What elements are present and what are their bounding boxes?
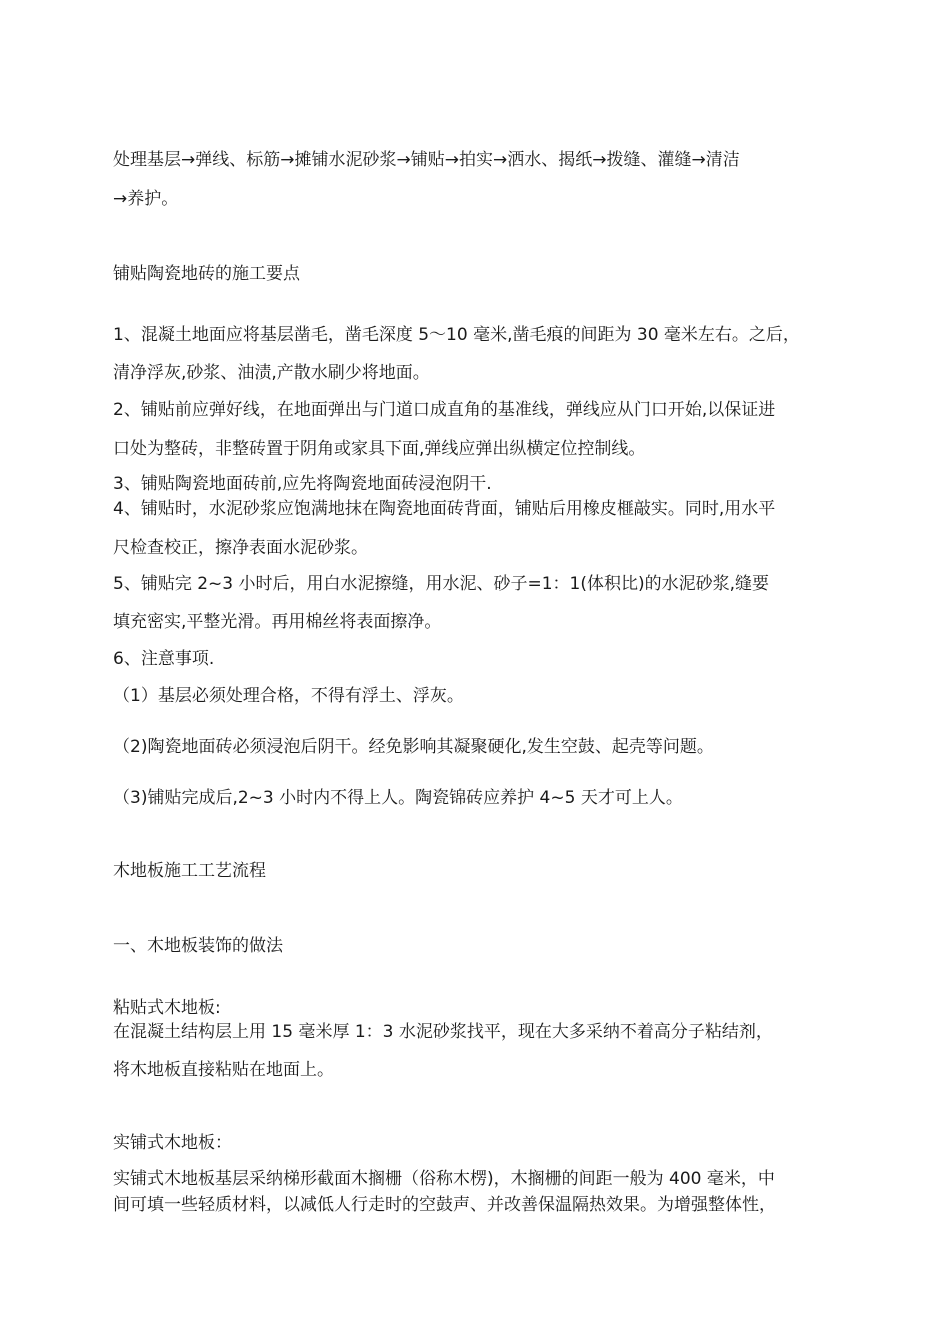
point-1-line-2: 清净浮灰,砂浆、油渍,产散水刷少将地面。 (113, 363, 430, 383)
flow-line-2: →养护。 (113, 189, 179, 209)
solid-floor-title: 实铺式木地板： (113, 1133, 232, 1153)
solid-floor-line-2: 间可填一些轻质材料，以减低人行走时的空鼓声、并改善保温隔热效果。为增强整体性， (113, 1195, 776, 1215)
point-5-line-2: 填充密实,平整光滑。再用棉丝将表面擦净。 (113, 612, 442, 632)
point-3: 3、铺贴陶瓷地面砖前,应先将陶瓷地面砖浸泡阴干. (113, 474, 492, 494)
point-4-line-1: 4、铺贴时，水泥砂浆应饱满地抹在陶瓷地面砖背面，铺贴后用橡皮榧敲实。同时,用水平 (113, 499, 776, 519)
paste-floor-line-2: 将木地板直接粘贴在地面上。 (113, 1060, 334, 1080)
paste-floor-line-1: 在混凝土结构层上用 15 毫米厚 1：3 水泥砂浆找平，现在大多采纳不着高分子粘结剂， (113, 1022, 773, 1042)
section-one-title: 一、木地板装饰的做法 (113, 936, 283, 956)
heading-wood-floor: 木地板施工工艺流程 (113, 861, 266, 881)
point-6: 6、注意事项. (113, 649, 215, 669)
paste-floor-title: 粘贴式木地板: (113, 998, 221, 1018)
point-5-line-1: 5、铺贴完 2~3 小时后，用白水泥擦缝，用水泥、砂子=1：1(体积比)的水泥砂浆,缝要 (113, 574, 770, 594)
note-3: （3)铺贴完成后,2~3 小时内不得上人。陶瓷锦砖应养护 4~5 天才可上人。 (113, 788, 683, 808)
solid-floor-line-1: 实铺式木地板基层采纳梯形截面木搁栅（俗称木楞)，木搁栅的间距一般为 400 毫米，中 (113, 1169, 775, 1189)
heading-tile-points: 铺贴陶瓷地砖的施工要点 (113, 264, 300, 284)
point-1-line-1: 1、混凝土地面应将基层凿毛，凿毛深度 5～10 毫米,凿毛痕的间距为 30 毫米左右。之后， (113, 325, 800, 345)
note-1: （1）基层必须处理合格，不得有浮土、浮灰。 (113, 686, 464, 706)
point-2-line-1: 2、铺贴前应弹好线，在地面弹出与门道口成直角的基准线，弹线应从门口开始,以保证进 (113, 400, 776, 420)
point-4-line-2: 尺检查校正，擦净表面水泥砂浆。 (113, 538, 368, 558)
flow-line-1: 处理基层→弹线、标筋→摊铺水泥砂浆→铺贴→拍实→洒水、揭纸→拨缝、灌缝→清洁 (113, 150, 740, 170)
point-2-line-2: 口处为整砖，非整砖置于阴角或家具下面,弹线应弹出纵横定位控制线。 (113, 439, 646, 459)
note-2: （2)陶瓷地面砖必须浸泡后阴干。经免影响其凝聚硬化,发生空鼓、起壳等问题。 (113, 737, 714, 757)
